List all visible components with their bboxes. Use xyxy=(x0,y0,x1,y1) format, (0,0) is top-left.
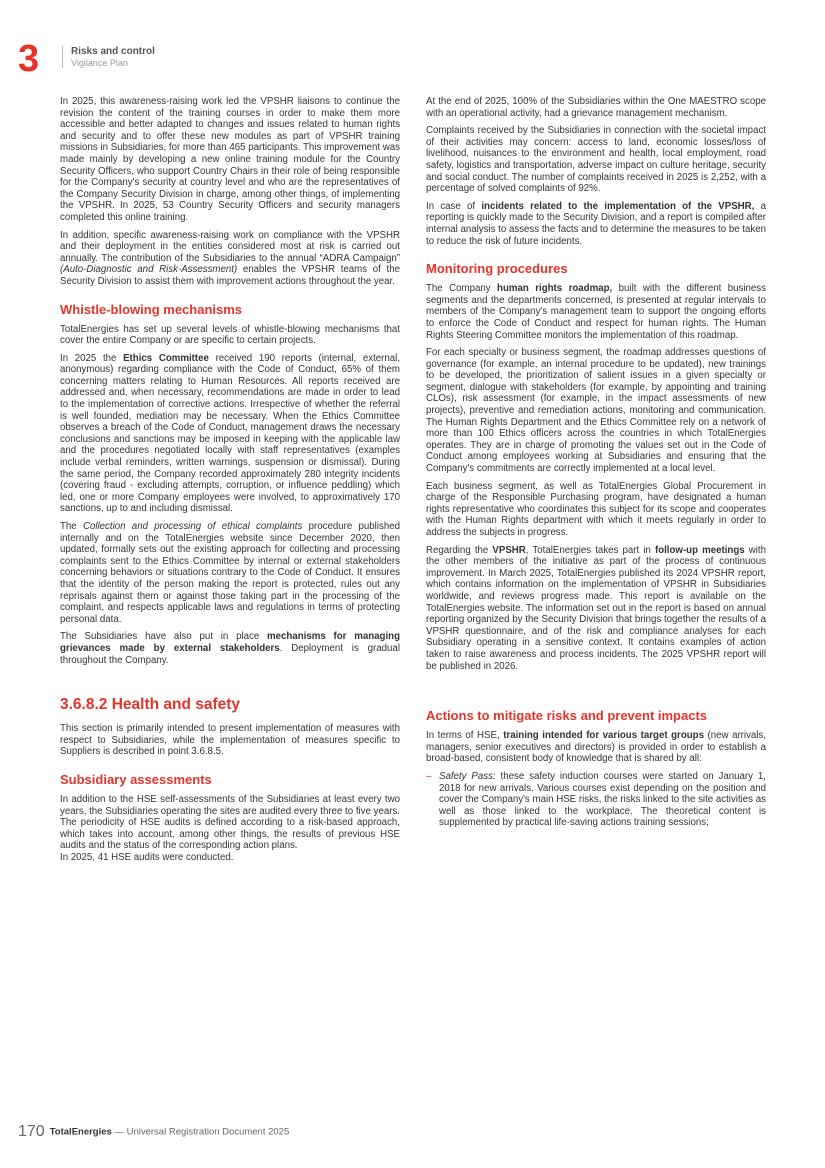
paragraph: In addition to the HSE self-assessments of the Subsidiaries at least every two years, the Subsidiaries operating the sites are audited every three to five years. The periodicity of HSE audits is defined according to a risk-based approach, which takes into account, among other things, the results of previous HSE audits and the status of the corresponding action plans. xyxy=(60,793,400,852)
footer-document-title: — Universal Registration Document 2025 xyxy=(111,1126,290,1138)
paragraph: Regarding the VPSHR, TotalEnergies takes part in follow-up meetings with the other members of the initiative as part of the process of continuous improvement. In March 2025, TotalEnergies published its 2024 VPSHR report, which contains information on the implementation of VPSHR in Subsidiaries worldwide, and reviews progress made. This report is available on the TotalEnergies website. The information set out in the report is based on annual reporting organized by the Security Division that brings together the results of a VPSHR questionnaire, and of the risk and compliance analyses for each Subsidiary operating in a sensitive context. It contains examples of action taken to raise awareness and process incidents. The 2025 VPSHR report will be published in 2026. xyxy=(426,544,766,672)
header-divider xyxy=(62,46,63,68)
paragraph: In 2025 the Ethics Committee received 190 reports (internal, external, anonymous) regarding compliance with the Code of Conduct, 65% of them concerning matters relating to Human Resources. All reports received are addressed and, when necessary, recommendations are made in order to lead to the implementation of corrective actions. Irrespective of whether the referral is well founded, mediation may be necessary. When the Ethics Committee observes a breach of the Code of Conduct, management draws the necessary conclusions and sanctions may be imposed in keeping with the applicable law and the procedures negotiated locally with staff representatives (examples include verbal reminders, written warnings, suspension or dismissal). During the same period, the Company recorded approximately 280 integrity incidents (covering fraud - excluding attempts, corruption, or influence peddling) which led, one or more Company employees were involved, to approximatively 170 sanctions, up to and including dismissal. xyxy=(60,352,401,515)
paragraph: In case of incidents related to the implementation of the VPSHR, a reporting is quickly made to the Security Division, and a report is compiled after internal analysis to assess the facts and to determine the measures to be taken to reduce the risk of future incidents. xyxy=(426,200,766,247)
section-subtitle: Vigilance Plan xyxy=(71,58,128,68)
paragraph: This section is primarily intended to present implementation of measures with respect to Subsidiaries, while the implementation of measures specific to Suppliers is described in point 3.6.8.5. xyxy=(60,723,400,758)
training-list xyxy=(426,771,766,829)
paragraph: For each specialty or business segment, the roadmap addresses questions of governance (for example, an internal procedure to be updated), new trainings to be developed, the prioritization of salient issues in a given specialty or segment, dialogue with stakeholders (for example, by appointing and training CLOs), risk assessment (for example, in the impact assessments of new projects), preventive and remediation actions, monitoring and communication. The Human Rights Department and the Ethics Committee rely on a network of more than 100 Ethics officers across the countries in which TotalEnergies operates. They are in charge of promoting the values set out in the Code of Conduct among employees working at Subsidiaries and ensuring that the Company's commitments are correctly implemented at a local level. xyxy=(426,347,766,475)
paragraph: At the end of 2025, 100% of the Subsidiaries within the One MAESTRO scope with an operational activity, had a grievance management mechanism. xyxy=(426,96,766,119)
paragraph: The Subsidiaries have also put in place mechanisms for managing grievances made by external stakeholders. Deployment is gradual throughout the Company. xyxy=(60,631,400,666)
page-footer xyxy=(18,1123,289,1141)
paragraph: In 2025, this awareness-raising work led the VPSHR liaisons to continue the revision the content of the training courses in order to make them more accessible and better adapted to changes and issues related to human rights and security and to offer these new modules as part of VPSHR training missions in Subsidiaries, for more than 465 participants. This improvement was made mainly by developing a new online training module for the Country Security Officers, who support Country Chairs in their role of being responsible for the Company's security at country level and who are the representatives of the Company Security Division in charge, among other things, of implementing the VPSHR. In 2025, 53 Country Security Officers and security managers completed this online training. xyxy=(60,96,400,223)
right-column xyxy=(426,96,766,835)
heading-whistle-blowing: Whistle-blowing mechanisms xyxy=(60,301,243,317)
dash-bullet: – xyxy=(426,770,432,782)
list-item: – Safety Pass: these safety induction courses were started on January 1, 2018 for new arrivals. Various courses exist depending on the position and cover the Company's main HSE risks, the risks linked to the site activities as well as those linked to the workplace. The theoretical content is supplemented by practical life-saving actions training sessions; xyxy=(426,770,766,829)
section-title: Risks and control xyxy=(71,46,155,57)
left-column xyxy=(60,96,400,869)
paragraph: Each business segment, as well as TotalEnergies Global Procurement in charge of the Responsible Purchasing program, have designated a human rights representative who coordinates this subject for its scope and cooperates with the Human Rights department with which it meets regularly in order to address the subjects in progress. xyxy=(426,480,766,538)
paragraph: TotalEnergies has set up several levels of whistle-blowing mechanisms that cover the entire Company or are specific to certain projects. xyxy=(60,323,400,347)
chapter-number: 3 xyxy=(18,38,40,80)
paragraph: In addition, specific awareness-raising work on compliance with the VPSHR and their deployment in the entities considered most at risk is carried out annually. The contribution of the Subsidiaries to the annual “ADRA Campaign” (Auto-Diagnostic and Risk-Assessment) enables the VPSHR teams of the Security Division to assist them with improvement actions throughout the year. xyxy=(60,229,400,287)
heading-health-safety: 3.6.8.2 Health and safety xyxy=(60,696,241,714)
paragraph: Complaints received by the Subsidiaries in connection with the societal impact of their activities may concern: access to land, economic losses/loss of livelihood, nuisances to the environment and health, local employment, road safety, logistics and transportation, adverse impact on culture heritage, security and social conduct. The number of complaints received in 2025 is 2,252, with a percentage of solved complaints of 92%. xyxy=(426,125,766,195)
footer-brand: TotalEnergies xyxy=(49,1126,112,1138)
paragraph: The Collection and processing of ethical complaints procedure published internally and on the TotalEnergies website since December 2020, then updated, formally sets out the existing approach for collecting and processing complaints sent to the Ethics Committee by internal or external stakeholders concerning behaviors or situations contrary to the Code of Conduct. It ensures that the identity of the person making the report is protected, rules out any reprisals against them or against those taking part in the processing of the complaint, and respects applicable laws and regulations in terms of protecting personal data. xyxy=(60,521,400,625)
heading-monitoring-procedures: Monitoring procedures xyxy=(426,261,568,277)
heading-subsidiary-assessments: Subsidiary assessments xyxy=(60,771,212,787)
paragraph: In 2025, 41 HSE audits were conducted. xyxy=(60,851,234,863)
paragraph: The Company human rights roadmap, built with the different business segments and the departments concerned, is presented at regular intervals to members of the Company's management team to support the ongoing efforts to enforce the Code of Conduct and respect for human rights. The Human Rights Steering Committee monitors the implementation of this roadmap. xyxy=(426,283,766,341)
page-number: 170 xyxy=(18,1123,45,1140)
paragraph: In terms of HSE, training intended for various target groups (new arrivals, managers, senior executives and directors) is provided in order to establish a broad-based, consistent body of knowledge that is shared by all: xyxy=(426,730,766,765)
heading-actions-mitigate: Actions to mitigate risks and prevent impacts xyxy=(426,708,708,724)
